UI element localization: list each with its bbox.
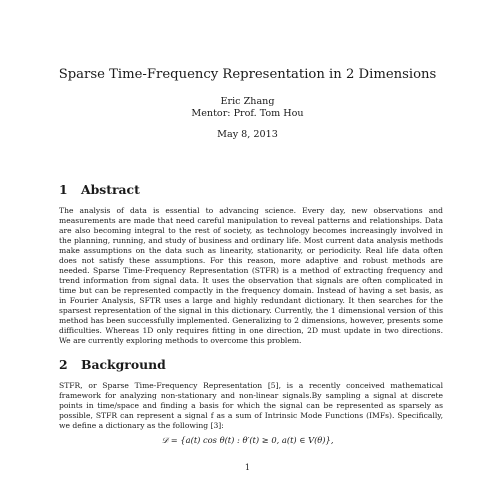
mentor-line: Mentor: Prof. Tom Hou <box>191 108 304 119</box>
section-title: Background <box>81 357 166 372</box>
section-heading-background <box>59 357 166 372</box>
abstract-paragraph: The analysis of data is essential to advancing science. Every day, new observations and measurements are made that need careful manipulation to reveal patterns and relationships. Data are also becoming integral to the rest of society, as technology becomes increasingly involved in the planning, running, and study of business and ordinary life. Most current data analysis methods make assumptions on the data such as linearity, stationarity, or periodicity. Real life data often does not satisfy these assumptions. For this reason, more adaptive and robust methods are needed. Sparse Time-Frequency Representation (STFR) is a method of extracting frequency and trend information from signal data. It uses the observation that signals are often complicated in time but can be represented compactly in the frequency domain. Instead of having a set basis, as in Fourier Analysis, SFTR uses a large and highly redundant dictionary. It then searches for the sparsest representation of the signal in this dictionary. Currently, the 1 dimensional version of this method has been successfully implemented. Generalizing to 2 dimensions, however, presents some difficulties. Whereas 1D only requires fitting in one direction, 2D must update in two directions. We are currently exploring methods to overcome this problem. <box>59 206 443 345</box>
author-name: Eric Zhang <box>220 96 275 107</box>
section-number: 1 <box>59 182 68 197</box>
page-number: 1 <box>244 462 251 472</box>
section-number: 2 <box>59 357 68 372</box>
paper-date: May 8, 2013 <box>217 129 278 140</box>
paper-title: Sparse Time-Frequency Representation in 2 Dimensions <box>58 67 437 82</box>
section-heading-abstract <box>59 182 140 197</box>
section-title: Abstract <box>81 182 140 197</box>
background-paragraph: STFR, or Sparse Time-Frequency Representation [5], is a recently conceived mathematical framework for analyzing non-stationary and non-linear signals.By sampling a signal at discrete points in time/space and finding a basis for which the signal can be represented as sparsely as possible, STFR can represent a signal f as a sum of Intrinsic Mode Functions (IMFs). Specifically, we define a dictionary as the following [3]: <box>59 381 443 430</box>
dictionary-equation: 𝒟 = {a(t) cos θ(t) : θ′(t) ≥ 0, a(t) ∈ V(θ)}, <box>161 435 334 445</box>
